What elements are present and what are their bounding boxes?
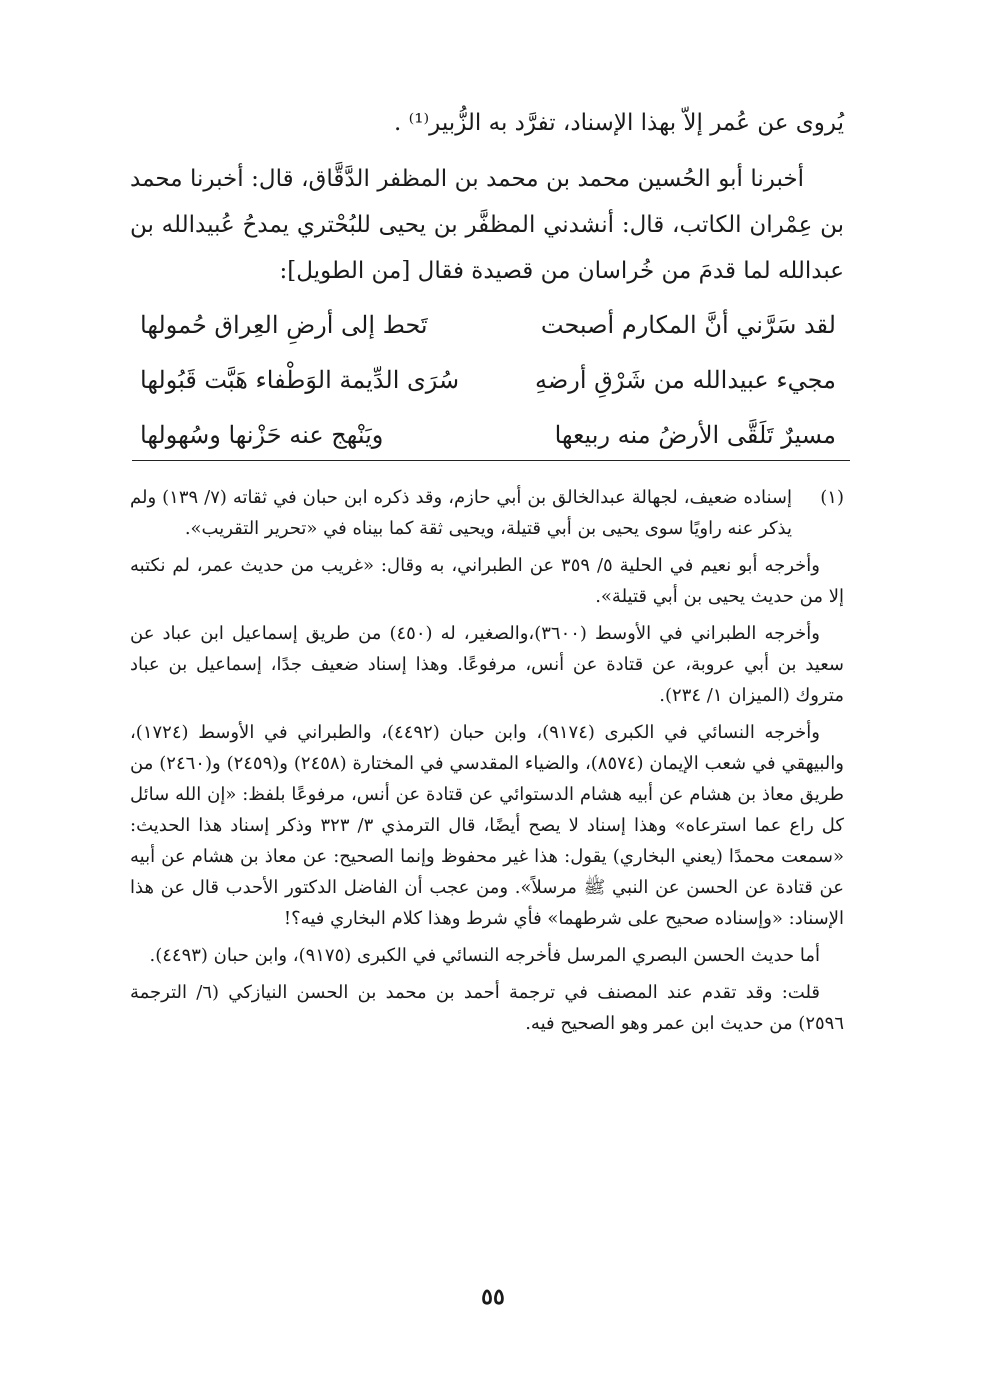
verse-second-hemistich: سُرَى الدِّيمة الوَطْفاء هَبَّت قَبُولها [140,366,460,394]
isnad-paragraph: أخبرنا أبو الحُسين محمد بن محمد بن المظفر الدَّقَّاق، قال: أخبرنا محمد بن عِمْران الكاتب، قال: أنشدني المظفَّر بن يحيى للبُحْتري يمدحُ عُبيدالله بن عبدالله لما قدمَ من خُراسان من قصيدة فقال [من الطويل]: [130,166,844,284]
footnote-paragraph: أما حديث الحسن البصري المرسل فأخرجه النسائي في الكبرى (٩١٧٥)، وابن حبان (٤٤٩٣). [149,945,820,966]
verse-second-hemistich: ويَنْهج عنه حَزْنها وسُهولها [140,421,384,449]
footnote-paragraph: وأخرجه أبو نعيم في الحلية ٥/ ٣٥٩ عن الطبراني، به وقال: «غريب من حديث عمر، لم نكتبه إلا من حديث يحيى بن أبي قتيلة». [130,555,844,607]
footnote-paragraph: وأخرجه الطبراني في الأوسط (٣٦٠٠)،والصغير، له (٤٥٠) من طريق إسماعيل ابن عباد عن سعيد بن أبي عروبة، عن قتادة عن أنس، مرفوعًا. وهذا إسناد ضعيف جدًا، إسماعيل بن عباد متروك (الميزان ١/ ٢٣٤). [130,623,844,706]
verse-first-hemistich: لقد سَرَّني أنَّ المكارم أصبحت [540,311,836,339]
footnotes [130,482,844,1039]
verse-first-hemistich: مجيء عبيدالله من شَرْقِ أرضهِ [535,366,836,394]
footnote-entry [130,482,844,544]
poem-verse [130,298,844,353]
poem-verse [130,408,844,463]
verse-second-hemistich: تَحط إلى أرضِ العِراق حُمولها [140,311,428,339]
footnote-paragraph: وأخرجه النسائي في الكبرى (٩١٧٤)، وابن حبان (٤٤٩٢)، والطبراني في الأوسط (١٧٢٤)، والبيهقي في شعب الإيمان (٨٥٧٤)، والضياء المقدسي في المختارة (٢٤٥٨) و(٢٤٥٩) و(٢٤٦٠) من طريق معاذ بن هشام عن أبيه هشام الدستوائي عن قتادة عن أنس، مرفوعًا بلفظ: «إن الله سائل كل راع عما استرعاه» وهذا إسناد لا يصح أيضًا، قال الترمذي ٣/ ٣٢٣ وذكر إسناد هذا الحديث: «سمعت محمدًا (يعني البخاري) يقول: هذا غير محفوظ وإنما الصحيح: عن معاذ بن هشام عن أبيه عن قتادة عن الحسن عن النبي ﷺ مرسلاً». ومن عجب أن الفاضل الدكتور الأحدب قال عن هذا الإسناد: «وإسناده صحيح على شرطهما» فأي شرط وهذا كلام البخاري فيه؟! [130,722,844,929]
poem [130,298,844,463]
footnote-paragraph: قلت: وقد تقدم عند المصنف في ترجمة أحمد بن محمد بن الحسن النيازكي (٦/ الترجمة ٢٥٩٦) من حديث ابن عمر وهو الصحيح فيه. [130,982,844,1034]
footnote-number: (١) [820,487,844,508]
verse-first-hemistich: مسيرٌ تَلَقَّى الأرضُ منه ربيعها [554,421,836,449]
main-text [130,100,844,463]
continuation-paragraph: يُروى عن عُمر إلاّ بهذا الإسناد، تفرَّد به الزُّبير⁽¹⁾ . [394,110,844,136]
footnote-divider [132,460,850,461]
poem-verse [130,353,844,408]
page-number: ٥٥ [481,1284,505,1310]
footnote-paragraph: إسناده ضعيف، لجهالة عبدالخالق بن أبي حازم، وقد ذكره ابن حبان في ثقاته (٧/ ١٣٩) ولم يذكر عنه راويًا سوى يحيى بن أبي قتيلة، ويحيى ثقة كما بيناه في «تحرير التقريب». [130,487,792,539]
